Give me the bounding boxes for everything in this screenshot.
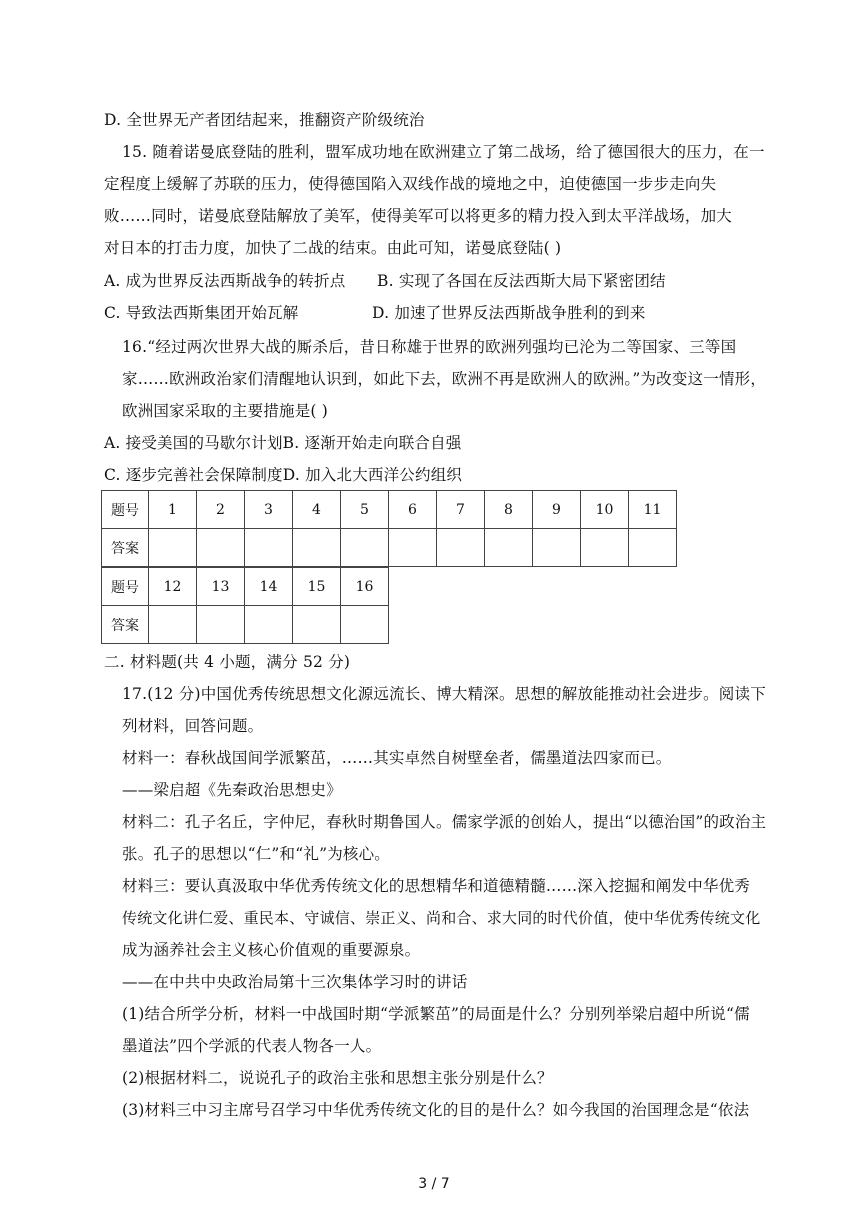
material-1-source: ——梁启超《先秦政治思想史》 — [122, 781, 342, 799]
q15-option-b: B. 实现了各国在反法西斯大局下紧密团结 — [377, 272, 666, 290]
answer-cell[interactable] — [293, 606, 341, 644]
answer-cell[interactable] — [149, 529, 197, 567]
answer-cell[interactable] — [245, 529, 293, 567]
row-label-answer: 答案 — [102, 529, 149, 567]
row-label-number: 题号 — [102, 491, 149, 529]
question-number-cell: 9 — [533, 491, 581, 529]
material-3-line: 传统文化讲仁爱、重民本、守诚信、崇正义、尚和合、求大同的时代价值，使中华优秀传统文化 — [122, 909, 761, 927]
question-number-cell: 14 — [245, 568, 293, 606]
answer-cell[interactable] — [293, 529, 341, 567]
material-3-line: 成为涵养社会主义核心价值观的重要源泉。 — [122, 941, 421, 959]
table-row — [102, 568, 389, 606]
table-row — [102, 491, 677, 529]
material-3-source: ——在中共中央政治局第十三次集体学习时的讲话 — [122, 973, 468, 991]
q17-intro-line: 列材料，回答问题。 — [122, 717, 264, 735]
q17-intro-line: 17.(12 分)中国优秀传统思想文化源远流长、博大精深。思想的解放能推动社会进步。阅读下 — [122, 685, 766, 703]
q16-options-line: C. 逐步完善社会保障制度D. 加入北大西洋公约组织 — [104, 466, 463, 484]
question-number-cell: 3 — [245, 491, 293, 529]
question-number-cell: 7 — [437, 491, 485, 529]
material-1: 材料一：春秋战国间学派繁茁，……其实卓然自树壁垒者，儒墨道法四家而已。 — [122, 749, 672, 767]
answer-cell[interactable] — [341, 529, 389, 567]
answer-cell[interactable] — [581, 529, 629, 567]
sub-question-1-line: (1)结合所学分析，材料一中战国时期“学派繁茁”的局面是什么？分别列举梁启超中所说“儒 — [122, 1005, 750, 1023]
sub-question-1-line: 墨道法”四个学派的代表人物各一人。 — [122, 1037, 382, 1055]
material-2-line: 张。孔子的思想以“仁”和“礼”为核心。 — [122, 845, 390, 863]
answer-cell[interactable] — [389, 529, 437, 567]
answer-cell[interactable] — [629, 529, 677, 567]
question-number-cell: 16 — [341, 568, 389, 606]
question-number-cell: 8 — [485, 491, 533, 529]
q16-options-line: A. 接受美国的马歇尔计划B. 逐渐开始走向联合自强 — [104, 434, 462, 452]
q15-stem-line: 定程度上缓解了苏联的压力，使得德国陷入双线作战的境地之中，迫使德国一步步走向失 — [104, 175, 717, 193]
page-number: 3 / 7 — [418, 1176, 450, 1192]
q14-option-d: D. 全世界无产者团结起来，推翻资产阶级统治 — [104, 111, 425, 129]
answer-table — [101, 490, 677, 567]
table-row — [102, 529, 677, 567]
answer-cell[interactable] — [197, 606, 245, 644]
sub-question-3: (3)材料三中习主席号召学习中华优秀传统文化的目的是什么？如今我国的治国理念是“依法 — [122, 1101, 750, 1119]
answer-cell[interactable] — [197, 529, 245, 567]
question-number-cell: 10 — [581, 491, 629, 529]
question-number-cell: 12 — [149, 568, 197, 606]
q15-stem-line: 对日本的打击力度，加快了二战的结束。由此可知，诺曼底登陆( ) — [104, 239, 562, 257]
answer-cell[interactable] — [149, 606, 197, 644]
question-number-cell: 13 — [197, 568, 245, 606]
question-number-cell: 2 — [197, 491, 245, 529]
answer-cell[interactable] — [485, 529, 533, 567]
answer-cell[interactable] — [245, 606, 293, 644]
question-number-cell: 15 — [293, 568, 341, 606]
sub-question-2: (2)根据材料二，说说孔子的政治主张和思想主张分别是什么？ — [122, 1069, 553, 1087]
question-number-cell: 4 — [293, 491, 341, 529]
row-label-answer: 答案 — [102, 606, 149, 644]
question-number-cell: 11 — [629, 491, 677, 529]
q16-stem-line: 16.“经过两次世界大战的厮杀后，昔日称雄于世界的欧洲列强均已沦为二等国家、三等国 — [122, 338, 737, 356]
question-number-cell: 6 — [389, 491, 437, 529]
q15-option-a: A. 成为世界反法西斯战争的转折点 — [104, 272, 346, 290]
row-label-number: 题号 — [102, 568, 149, 606]
q15-option-c: C. 导致法西斯集团开始瓦解 — [104, 304, 299, 322]
question-number-cell: 5 — [341, 491, 389, 529]
table-row — [102, 606, 389, 644]
q15-stem-line: 15. 随着诺曼底登陆的胜利，盟军成功地在欧洲建立了第二战场，给了德国很大的压力，在一 — [122, 143, 765, 161]
q16-stem-line: 欧洲国家采取的主要措施是( ) — [122, 402, 329, 420]
answer-cell[interactable] — [533, 529, 581, 567]
material-3-line: 材料三：要认真汲取中华优秀传统文化的思想精华和道德精髓……深入挖掘和阐发中华优秀 — [122, 877, 751, 895]
q15-option-d: D. 加速了世界反法西斯战争胜利的到来 — [372, 304, 646, 322]
answer-cell[interactable] — [341, 606, 389, 644]
q15-stem-line: 败……同时，诺曼底登陆解放了美军，使得美军可以将更多的精力投入到太平洋战场，加大 — [104, 207, 733, 225]
answer-table-2 — [101, 567, 389, 644]
section-title: 二. 材料题(共 4 小题，满分 52 分) — [104, 653, 351, 671]
question-number-cell: 1 — [149, 491, 197, 529]
answer-cell[interactable] — [437, 529, 485, 567]
q16-stem-line: 家……欧洲政治家们清醒地认识到，如此下去，欧洲不再是欧洲人的欧洲。”为改变这一情形， — [122, 370, 767, 388]
material-2-line: 材料二：孔子名丘，字仲尼，春秋时期鲁国人。儒家学派的创始人，提出“以德治国”的政治主 — [122, 813, 767, 831]
